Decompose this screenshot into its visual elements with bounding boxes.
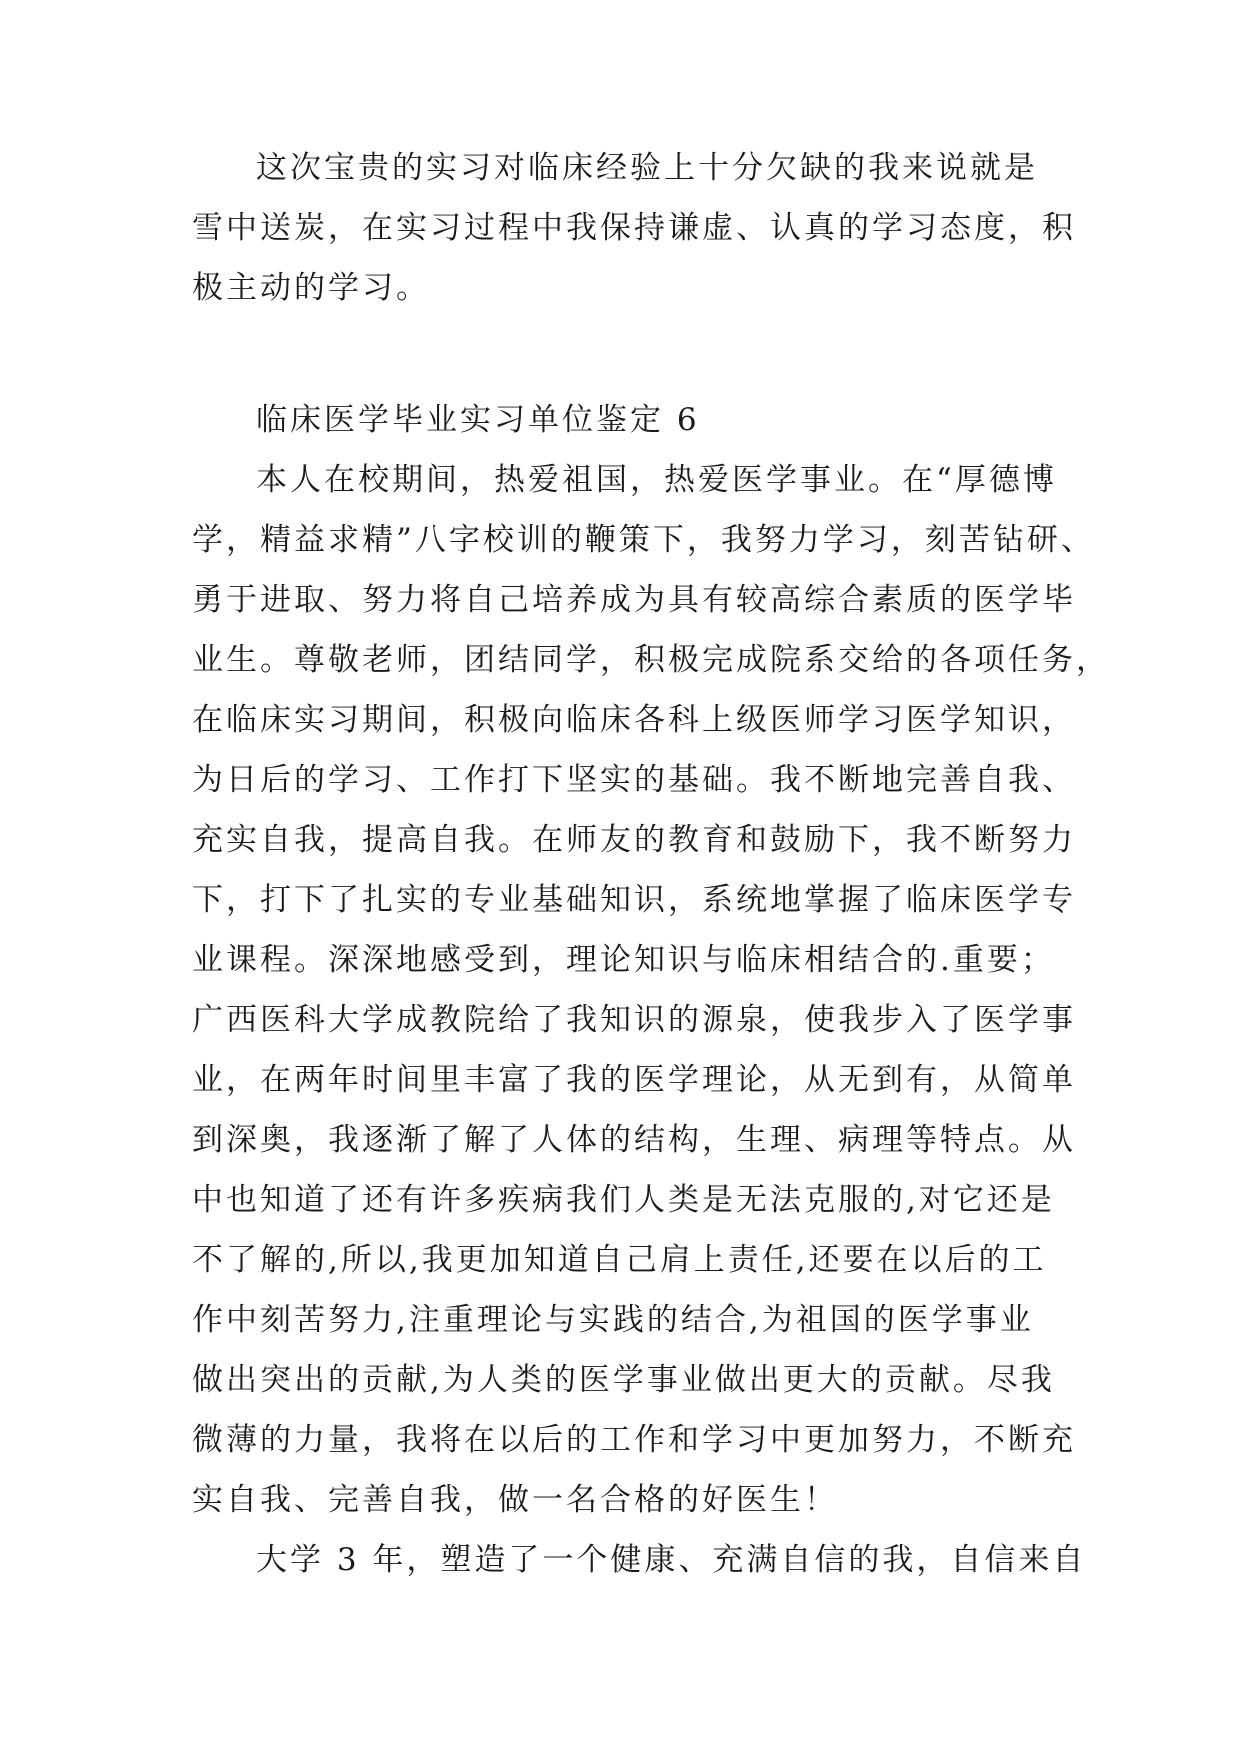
paragraph-line: 充实自我，提高自我。在师友的教育和鼓励下，我不断努力 <box>192 822 1076 858</box>
paragraph-line: 在临床实习期间，积极向临床各科上级医师学习医学知识， <box>192 702 1076 738</box>
paragraph-line: 这次宝贵的实习对临床经验上十分欠缺的我来说就是 <box>256 150 1038 186</box>
paragraph-line: 业课程。深深地感受到，理论知识与临床相结合的.重要； <box>192 942 1055 978</box>
paragraph-line: 业生。尊敬老师，团结同学，积极完成院系交给的各项任务， <box>192 642 1110 678</box>
paragraph-line: 为日后的学习、工作打下坚实的基础。我不断地完善自我、 <box>192 762 1076 798</box>
paragraph-line: 下，打下了扎实的专业基础知识，系统地掌握了临床医学专 <box>192 882 1076 918</box>
section-heading: 临床医学毕业实习单位鉴定 6 <box>256 402 700 438</box>
paragraph-line: 做出突出的贡献,为人类的医学事业做出更大的贡献。尽我 <box>192 1362 1055 1398</box>
paragraph-line: 广西医科大学成教院给了我知识的源泉，使我步入了医学事 <box>192 1002 1076 1038</box>
paragraph-line: 微薄的力量，我将在以后的工作和学习中更加努力，不断充 <box>192 1422 1076 1458</box>
paragraph-line: 作中刻苦努力,注重理论与实践的结合,为祖国的医学事业 <box>192 1302 1034 1338</box>
paragraph-line: 不了解的,所以,我更加知道自己肩上责任,还要在以后的工 <box>192 1242 1047 1278</box>
paragraph-line: 到深奥，我逐渐了解了人体的结构，生理、病理等特点。从 <box>192 1122 1076 1158</box>
paragraph-line: 学，精益求精”八字校训的鞭策下，我努力学习，刻苦钻研、 <box>192 522 1095 558</box>
paragraph-line: 勇于进取、努力将自己培养成为具有较高综合素质的医学毕 <box>192 582 1076 618</box>
paragraph-line: 中也知道了还有许多疾病我们人类是无法克服的,对它还是 <box>192 1182 1055 1218</box>
paragraph-line: 雪中送炭，在实习过程中我保持谦虚、认真的学习态度，积 <box>192 210 1076 246</box>
paragraph-line: 极主动的学习。 <box>192 270 430 306</box>
paragraph-line: 大学 3 年，塑造了一个健康、充满自信的我，自信来自 <box>256 1542 1087 1578</box>
paragraph-line: 业，在两年时间里丰富了我的医学理论，从无到有，从简单 <box>192 1062 1076 1098</box>
paragraph-line: 本人在校期间，热爱祖国，热爱医学事业。在“厚德博 <box>256 462 1057 498</box>
paragraph-line: 实自我、完善自我，做一名合格的好医生！ <box>192 1482 838 1518</box>
